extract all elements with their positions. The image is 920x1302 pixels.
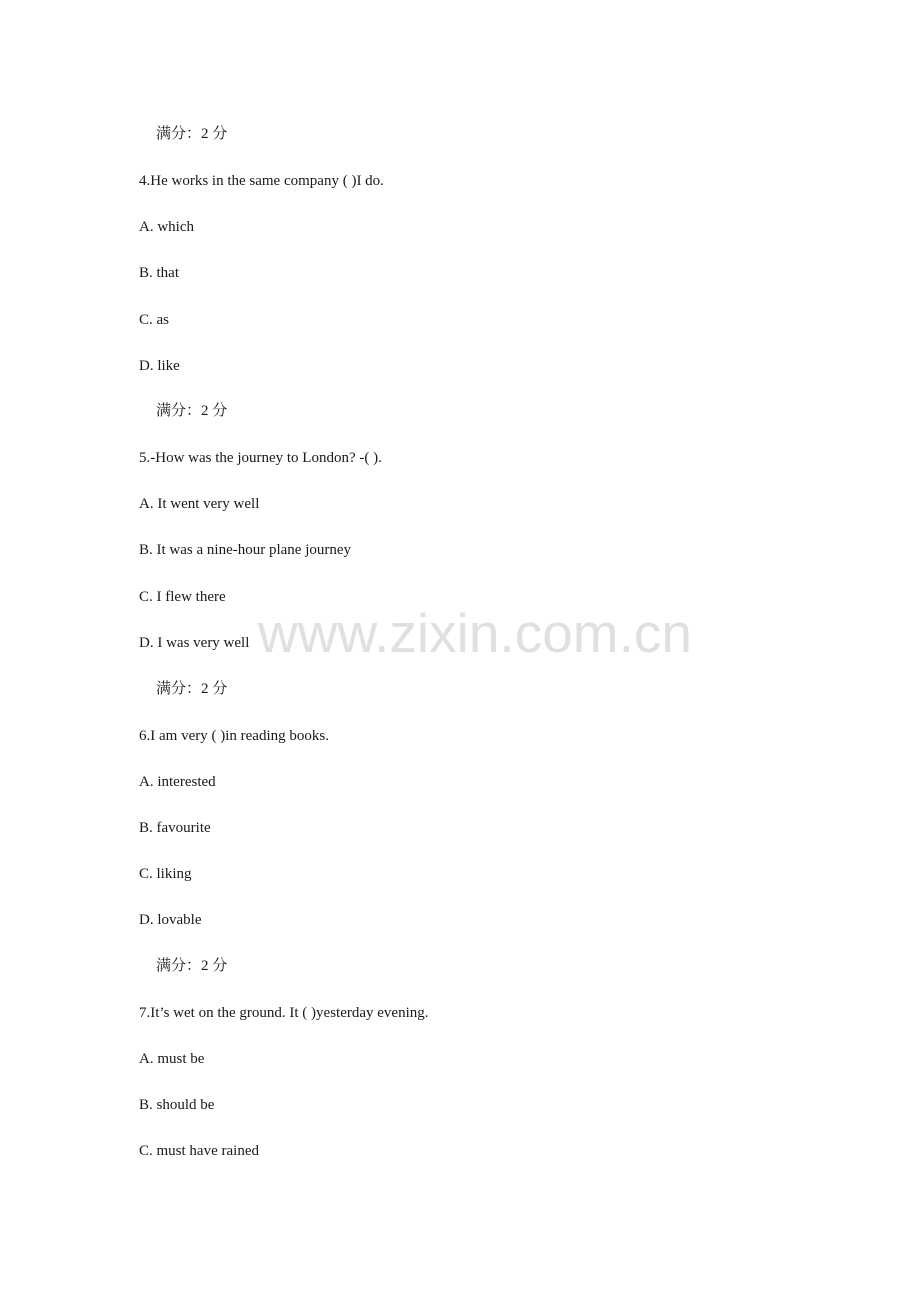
question-4-option-a: A. which [139, 219, 194, 235]
score-line: 满分：2 分 [156, 126, 228, 142]
question-6: 6.I am very ( )in reading books. [139, 728, 329, 744]
question-5: 5.-How was the journey to London? -( ). [139, 450, 382, 466]
question-4-option-d: D. like [139, 358, 180, 374]
question-7: 7.It’s wet on the ground. It ( )yesterday evening. [139, 1005, 429, 1021]
question-6-option-c: C. liking [139, 866, 192, 882]
question-4-option-b: B. that [139, 265, 179, 281]
score-line: 满分：2 分 [156, 958, 228, 974]
question-6-option-b: B. favourite [139, 820, 211, 836]
question-7-option-c: C. must have rained [139, 1143, 259, 1159]
question-7-option-b: B. should be [139, 1097, 215, 1113]
score-line: 满分：2 分 [156, 403, 228, 419]
watermark: www.zixin.com.cn [258, 602, 692, 664]
question-5-option-d: D. I was very well [139, 635, 250, 651]
score-line: 满分：2 分 [156, 681, 228, 697]
question-6-option-a: A. interested [139, 774, 216, 790]
question-7-option-a: A. must be [139, 1051, 205, 1067]
question-5-option-c: C. I flew there [139, 589, 226, 605]
question-4: 4.He works in the same company ( )I do. [139, 173, 384, 189]
question-5-option-a: A. It went very well [139, 496, 260, 512]
question-4-option-c: C. as [139, 312, 169, 328]
question-5-option-b: B. It was a nine-hour plane journey [139, 542, 352, 558]
question-6-option-d: D. lovable [139, 912, 202, 928]
